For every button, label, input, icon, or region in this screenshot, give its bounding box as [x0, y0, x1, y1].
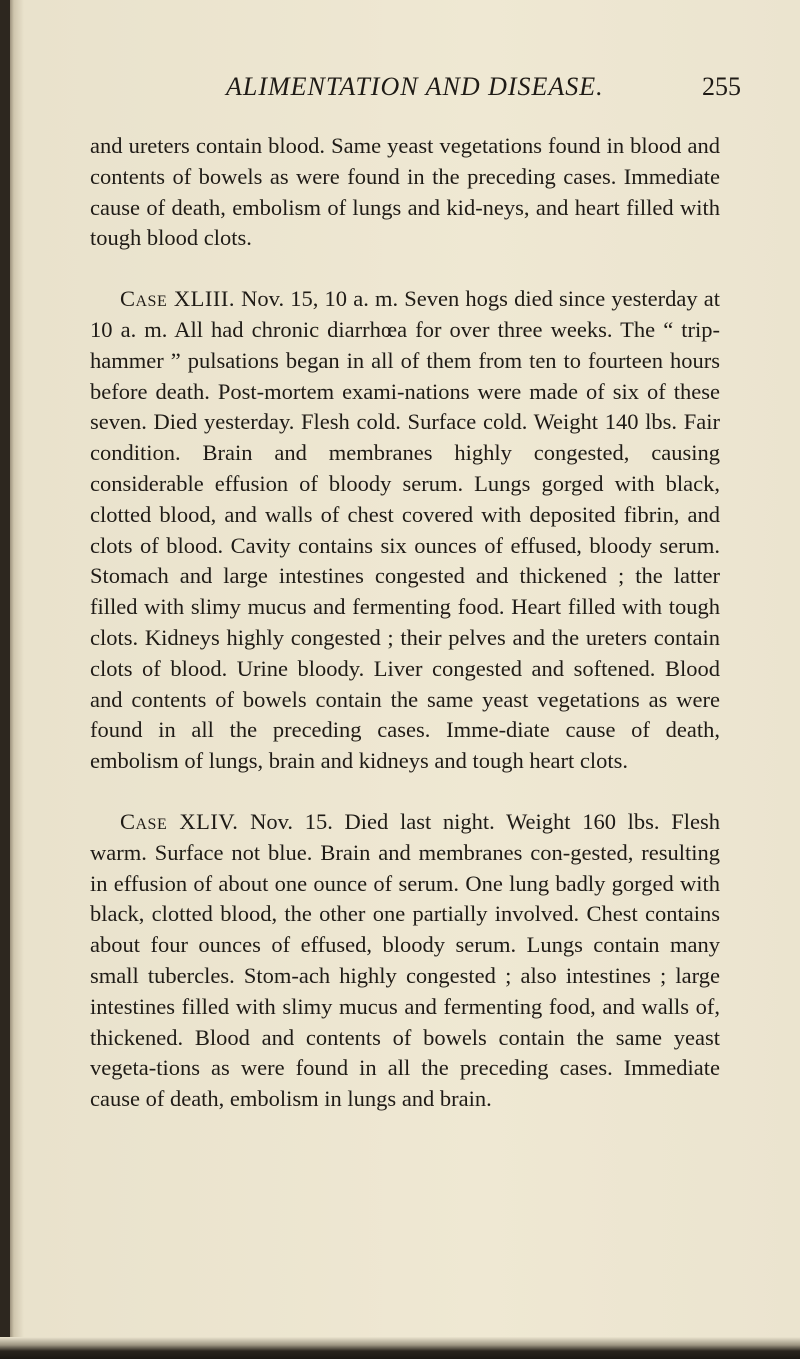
case-43-label: Case XLIII.	[120, 286, 235, 312]
paragraph-case-44	[90, 807, 720, 1115]
case-44-label: Case XLIV.	[120, 808, 239, 834]
running-title: ALIMENTATION AND DISEASE.	[226, 72, 604, 101]
case-43-text: Nov. 15, 10 a. m. Seven hogs died since yesterday at 10 a. m. All had chronic diarrhœa for over three weeks. The “ trip-hammer ” pulsations began in all of them from ten to fourteen hours before death. Post-mortem exami-nations were made of six of these seven. Died yesterday. Flesh cold. Surface cold. Weight 140 lbs. Fair condition. Brain and membranes highly congested, causing considerable effusion of bloody serum. Lungs gorged with black, clotted blood, and walls of chest covered with deposited fibrin, and clots of blood. Cavity contains six ounces of effused, bloody serum. Stomach and large intestines congested and thickened ; the latter filled with slimy mucus and fermenting food. Heart filled with tough clots. Kidneys highly congested ; their pelves and the ureters contain clots of blood. Urine bloody. Liver congested and softened. Blood and contents of bowels contain the same yeast vegetations as were found in all the preceding cases. Imme-diate cause of death, embolism of lungs, brain and kidneys and tough heart clots.	[90, 286, 720, 774]
case-44-text: Nov. 15. Died last night. Weight 160 lbs. Flesh warm. Surface not blue. Brain and membranes con-gested, resulting in effusion of about one ounce of serum. One lung badly gorged with black, clotted blood, the other one partially involved. Chest contains about four ounces of effused, bloody serum. Lungs contain many small tubercles. Stom-ach highly congested ; also intestines ; large intestines filled with slimy mucus and fermenting food, and walls of, thickened. Blood and contents of bowels contain the same yeast vegeta-tions as were found in all the preceding cases. Immediate cause of death, embolism in lungs and brain.	[90, 808, 721, 1112]
page-body	[90, 131, 720, 1115]
page-number: 255	[702, 72, 741, 101]
running-head	[0, 70, 800, 110]
paragraph-case-43	[90, 284, 720, 777]
page-bottom-edge	[0, 1337, 800, 1359]
page-spine-shadow	[0, 0, 10, 1359]
paragraph-continuation: and ureters contain blood. Same yeast vegetations found in blood and contents of bowels as were found in the preceding cases. Immediate cause of death, embolism of lungs and kid-neys, and heart filled with tough blood clots.	[90, 133, 720, 251]
